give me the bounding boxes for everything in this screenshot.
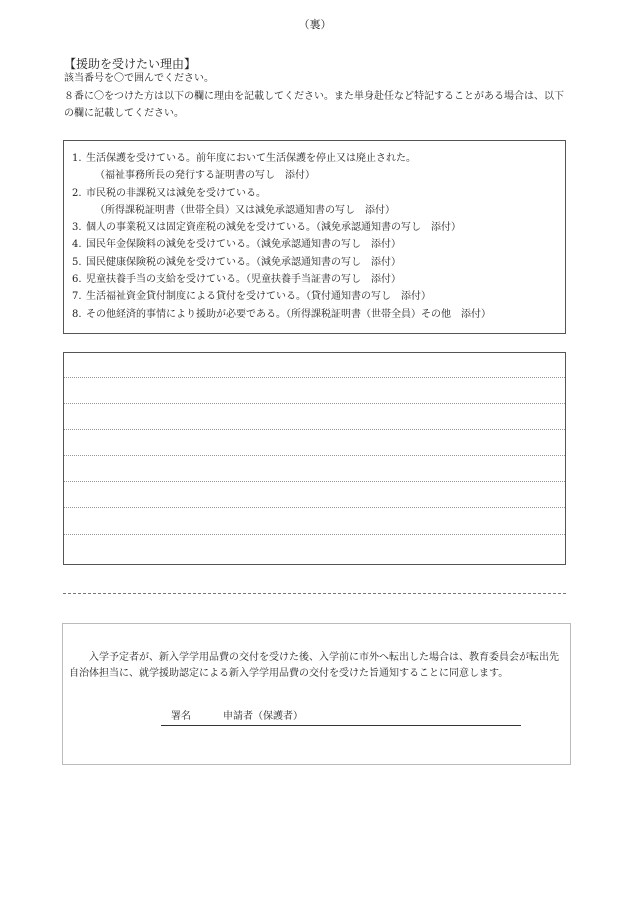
reason-note <box>72 202 565 219</box>
reason-item[interactable] <box>72 271 565 288</box>
page-side-marker: （裏） <box>298 18 332 31</box>
instruction-line: の欄に記載してください。 <box>64 108 184 119</box>
reason-text: 市民税の非課税又は減免を受けている。 <box>86 187 266 199</box>
writing-line <box>64 534 565 535</box>
signature-label: 署名 <box>171 711 191 722</box>
writing-line <box>64 481 565 482</box>
consent-box <box>62 623 571 765</box>
reason-item[interactable] <box>72 288 565 305</box>
writing-line <box>64 403 565 404</box>
reason-text: 個人の事業税又は固定資産税の減免を受けている。（減免承認通知書の写し 添付） <box>86 222 461 234</box>
reason-text: 国民年金保険料の減免を受けている。（減免承認通知書の写し 添付） <box>86 239 401 251</box>
reason-number: 3. <box>72 222 82 234</box>
reason-number: 2. <box>72 187 82 199</box>
reason-number: 5. <box>72 256 82 268</box>
reason-text: 生活福祉資金貸付制度による貸付を受けている。（貸付通知書の写し 添付） <box>86 291 431 303</box>
reason-text: （福祉事務所長の発行する証明書の写し 添付） <box>95 170 315 182</box>
writing-line <box>64 429 565 430</box>
writing-line <box>64 507 565 508</box>
reason-list <box>64 141 565 323</box>
writing-line <box>64 377 565 378</box>
consent-statement: 入学予定者が、新入学学用品費の交付を受けた後、入学前に市外へ転出した場合は、教育委員会が転出先自治体担当に、就学援助認定による新入学学用品費の交付を受けた旨通知することに同意します。 <box>69 652 559 679</box>
reason-options-box <box>63 140 566 334</box>
instruction-line: ８番に〇をつけた方は以下の欄に理由を記載してください。また単身赴任など特記することがある場合は、以下 <box>64 91 564 102</box>
cut-line-divider <box>63 593 566 594</box>
reason-item[interactable] <box>72 150 565 167</box>
reason-text: （所得課税証明書（世帯全員）又は減免承認通知書の写し 添付） <box>95 204 395 216</box>
reason-number: 4. <box>72 239 82 251</box>
instruction-line: 該当番号を〇で囲んでください。 <box>64 73 214 84</box>
writing-line <box>64 455 565 456</box>
reason-item[interactable] <box>72 185 565 202</box>
reason-text: 児童扶養手当の支給を受けている。（児童扶養手当証書の写し 添付） <box>86 274 401 286</box>
signature-field[interactable] <box>161 710 521 726</box>
reason-number: 8. <box>72 308 82 320</box>
reason-item[interactable] <box>72 254 565 271</box>
reason-text: その他経済的事情により援助が必要である。（所得課税証明書（世帯全員）その他 添付） <box>86 308 491 320</box>
applicant-label: 申請者（保護者） <box>223 711 303 722</box>
reason-number: 7. <box>72 291 82 303</box>
reason-item[interactable] <box>72 236 565 253</box>
reason-item[interactable] <box>72 306 565 323</box>
reason-text: 生活保護を受けている。前年度において生活保護を停止又は廃止された。 <box>86 153 416 164</box>
reason-writing-area[interactable] <box>63 352 566 565</box>
reason-number: 1. <box>72 153 82 164</box>
reason-note <box>72 167 565 184</box>
reason-item[interactable] <box>72 219 565 236</box>
reason-number: 6. <box>72 274 82 286</box>
reason-text: 国民健康保険税の減免を受けている。（減免承認通知書の写し 添付） <box>86 256 401 268</box>
section-title: 【援助を受けたい理由】 <box>64 57 197 71</box>
